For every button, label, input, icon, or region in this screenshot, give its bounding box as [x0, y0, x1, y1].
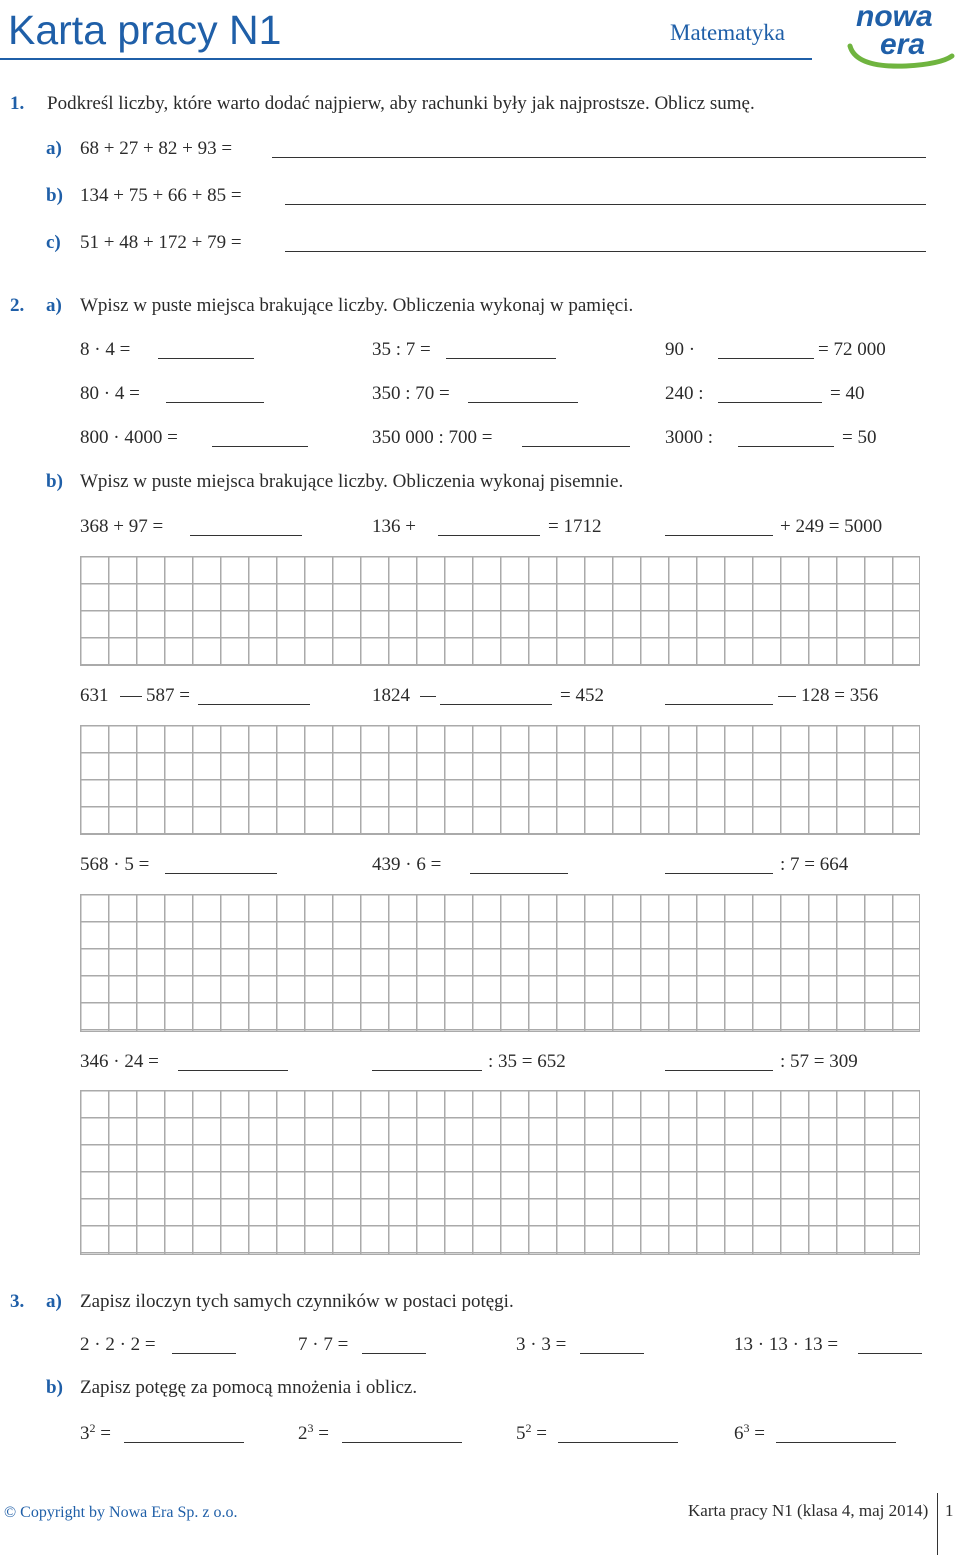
answer-line[interactable] — [522, 446, 630, 447]
answer-line[interactable] — [665, 873, 773, 874]
expr: 7 · 7 = — [298, 1334, 349, 1355]
task1-instruction: Podkreśl liczby, które warto dodać najpierw, aby rachunki były jak najprostsze. Oblicz sumę. — [47, 93, 755, 114]
answer-line[interactable] — [468, 402, 578, 403]
task1-a-expr: 68 + 27 + 82 + 93 = — [80, 138, 233, 159]
expr: 587 = — [146, 685, 190, 706]
nowa-era-logo — [846, 0, 956, 72]
power-expr: $5^2$ = — [516, 1421, 547, 1444]
task2-number: 2. — [10, 295, 25, 316]
expr: = 50 — [842, 427, 877, 448]
task1-number: 1. — [10, 93, 25, 114]
calculation-grid[interactable] — [80, 1090, 920, 1255]
power-expr: $3^2$ = — [80, 1421, 111, 1444]
expr: 3000 : — [665, 427, 714, 448]
expr: 350 000 : 700 = — [372, 427, 493, 448]
expr: 80 · 4 = — [80, 383, 140, 404]
expr: 368 + 97 = — [80, 516, 164, 537]
expr: : 7 = 664 — [780, 854, 849, 875]
answer-line[interactable] — [272, 157, 926, 158]
calculation-grid[interactable] — [80, 894, 920, 1032]
answer-line[interactable] — [212, 446, 308, 447]
task2-b-instruction: Wpisz w puste miejsca brakujące liczby. Obliczenia wykonaj pisemnie. — [80, 471, 624, 492]
subject-label: Matematyka — [670, 20, 785, 45]
expr: 90 · — [665, 339, 696, 360]
minus-line — [120, 696, 142, 697]
answer-line[interactable] — [776, 1442, 896, 1443]
expr: 350 : 70 = — [372, 383, 450, 404]
power-expr: $2^3$ = — [298, 1421, 329, 1444]
power-expr: $6^3$ = — [734, 1421, 765, 1444]
page-number: 1 — [945, 1501, 954, 1520]
answer-line[interactable] — [124, 1442, 244, 1443]
expr: : 35 = 652 — [488, 1051, 566, 1072]
expr: 800 · 4000 = — [80, 427, 178, 448]
answer-line[interactable] — [190, 535, 302, 536]
page-title: Karta pracy N1 — [8, 7, 282, 53]
task2-a-instruction: Wpisz w puste miejsca brakujące liczby. Obliczenia wykonaj w pamięci. — [80, 295, 634, 316]
task3-number: 3. — [10, 1291, 25, 1312]
calculation-grid[interactable] — [80, 725, 920, 835]
task2-a-label: a) — [46, 295, 62, 316]
task1-c-label: c) — [46, 232, 61, 253]
expr: 136 + — [372, 516, 416, 537]
answer-line[interactable] — [858, 1353, 922, 1354]
answer-line[interactable] — [362, 1353, 426, 1354]
answer-line[interactable] — [342, 1442, 462, 1443]
logo-text-bottom: era — [880, 28, 926, 61]
expr: 631 — [80, 685, 109, 706]
task1-b-label: b) — [46, 185, 63, 206]
expr: = 40 — [830, 383, 865, 404]
copyright: © Copyright by Nowa Era Sp. z o.o. — [4, 1504, 238, 1521]
answer-line[interactable] — [372, 1070, 482, 1071]
task3-b-label: b) — [46, 1377, 63, 1398]
answer-line[interactable] — [718, 402, 822, 403]
task1-b-expr: 134 + 75 + 66 + 85 = — [80, 185, 242, 206]
expr: 568 · 5 = — [80, 854, 150, 875]
answer-line[interactable] — [446, 358, 556, 359]
expr: 35 : 7 = — [372, 339, 431, 360]
expr: 439 · 6 = — [372, 854, 442, 875]
expr: 346 · 24 = — [80, 1051, 159, 1072]
expr: : 57 = 309 — [780, 1051, 858, 1072]
expr: 2 · 2 · 2 = — [80, 1334, 156, 1355]
answer-line[interactable] — [580, 1353, 644, 1354]
answer-line[interactable] — [558, 1442, 678, 1443]
answer-line[interactable] — [665, 1070, 773, 1071]
answer-line[interactable] — [198, 704, 310, 705]
expr: 8 · 4 = — [80, 339, 131, 360]
expr: 240 : — [665, 383, 704, 404]
answer-line[interactable] — [166, 402, 264, 403]
minus-line — [778, 696, 796, 697]
answer-line[interactable] — [158, 358, 254, 359]
answer-line[interactable] — [440, 704, 552, 705]
answer-line[interactable] — [718, 358, 814, 359]
expr: = 72 000 — [818, 339, 886, 360]
answer-line[interactable] — [665, 704, 773, 705]
calculation-grid[interactable] — [80, 556, 920, 666]
task3-b-instruction: Zapisz potęgę za pomocą mnożenia i oblicz. — [80, 1377, 418, 1398]
expr: = 1712 — [548, 516, 602, 537]
task3-a-instruction: Zapisz iloczyn tych samych czynników w postaci potęgi. — [80, 1291, 514, 1312]
expr: 3 · 3 = — [516, 1334, 567, 1355]
footer-separator — [937, 1493, 938, 1555]
answer-line[interactable] — [438, 535, 540, 536]
answer-line[interactable] — [178, 1070, 288, 1071]
expr: 128 = 356 — [801, 685, 879, 706]
expr: + 249 = 5000 — [780, 516, 883, 537]
expr: 13 · 13 · 13 = — [734, 1334, 839, 1355]
answer-line[interactable] — [665, 535, 773, 536]
expr: = 452 — [560, 685, 604, 706]
task3-a-label: a) — [46, 1291, 62, 1312]
document-info: Karta pracy N1 (klasa 4, maj 2014) — [688, 1501, 929, 1520]
answer-line[interactable] — [172, 1353, 236, 1354]
logo-text-top: nowa — [856, 0, 933, 33]
answer-line[interactable] — [470, 873, 568, 874]
task2-b-label: b) — [46, 471, 63, 492]
answer-line[interactable] — [285, 251, 926, 252]
answer-line[interactable] — [285, 204, 926, 205]
answer-line[interactable] — [165, 873, 277, 874]
header-rule — [0, 58, 812, 60]
answer-line[interactable] — [738, 446, 834, 447]
task1-c-expr: 51 + 48 + 172 + 79 = — [80, 232, 242, 253]
minus-line — [420, 696, 436, 697]
task1-a-label: a) — [46, 138, 62, 159]
expr: 1824 — [372, 685, 410, 706]
